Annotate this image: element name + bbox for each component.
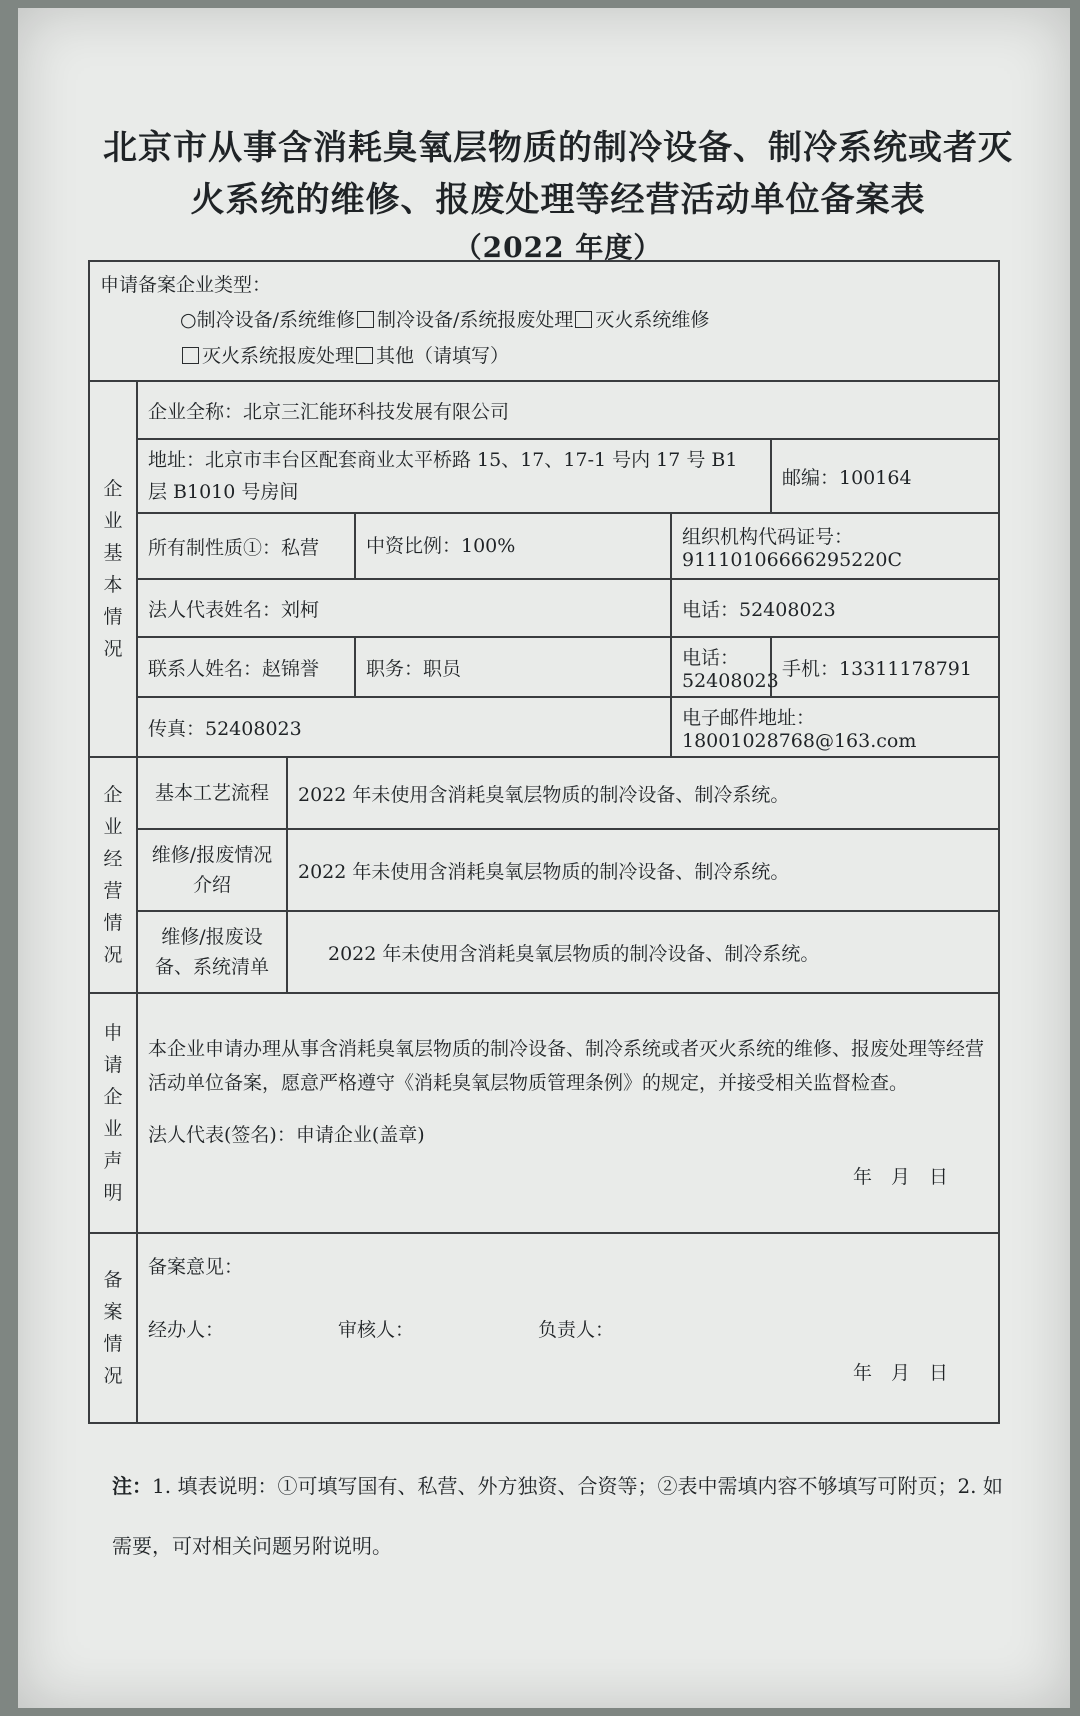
declaration-text: 本企业申请办理从事含消耗臭氧层物质的制冷设备、制冷系统或者灭火系统的维修、报废处理等经营活动单位备案，愿意严格遵守《消耗臭氧层物质管理条例》的规定，并接受相关监督检查。 bbox=[148, 1038, 985, 1094]
email: 电子邮件地址：18001028768@163.com bbox=[671, 697, 999, 757]
type-option-other: 其他（请填写） bbox=[376, 345, 510, 367]
operation-section-label: 企 业 经 营 情 况 bbox=[89, 757, 137, 993]
filing-date: 年 月 日 bbox=[852, 1362, 948, 1384]
filing-signers bbox=[148, 1315, 988, 1342]
filing-responsible: 负责人： bbox=[538, 1319, 615, 1341]
contact-position: 职务：职员 bbox=[355, 637, 671, 697]
equipment-list-value: 2022 年未使用含消耗臭氧层物质的制冷设备、制冷系统。 bbox=[287, 911, 999, 993]
org-code: 组织机构代码证号：91110106666295220C bbox=[671, 513, 999, 579]
contact-name: 联系人姓名：赵锦誉 bbox=[137, 637, 355, 697]
basic-info-section-label: 企 业 基 本 情 况 bbox=[89, 381, 137, 757]
checkbox-icon bbox=[357, 311, 374, 328]
repair-intro-label: 维修/报废情况介绍 bbox=[137, 829, 287, 911]
type-option-fire-repair: 灭火系统维修 bbox=[595, 309, 710, 331]
type-option-selected-mark: ○ bbox=[180, 309, 197, 331]
fax: 传真：52408023 bbox=[137, 697, 671, 757]
checkbox-icon bbox=[356, 347, 373, 364]
type-option-repair: 制冷设备/系统维修 bbox=[196, 309, 355, 331]
equipment-list-label: 维修/报废设备、系统清单 bbox=[137, 911, 287, 993]
title-year: （2022 年度） bbox=[453, 231, 663, 264]
address: 地址：北京市丰台区配套商业太平桥路 15、17、17-1 号内 17 号 B1 层 B1010 号房间 bbox=[137, 439, 771, 513]
process-value: 2022 年未使用含消耗臭氧层物质的制冷设备、制冷系统。 bbox=[287, 757, 999, 829]
contact-phone: 电话：52408023 bbox=[671, 637, 771, 697]
footnote-prefix: 注： bbox=[112, 1474, 152, 1498]
filing-reviewer: 审核人： bbox=[338, 1319, 415, 1341]
postcode: 邮编：100164 bbox=[771, 439, 999, 513]
title-line-2: 火系统的维修、报废处理等经营活动单位备案表 bbox=[190, 180, 926, 220]
type-options-line-2 bbox=[100, 338, 988, 374]
filing-handler: 经办人： bbox=[148, 1319, 225, 1341]
enterprise-type-label: 申请备案企业类型： bbox=[100, 274, 272, 296]
footnote bbox=[112, 1456, 1012, 1576]
declaration-cell bbox=[137, 993, 999, 1233]
filing-opinion: 备案意见： bbox=[148, 1256, 244, 1278]
type-option-fire-scrap: 灭火系统报废处理 bbox=[202, 345, 355, 367]
checkbox-icon bbox=[575, 311, 592, 328]
checkbox-icon bbox=[182, 347, 199, 364]
type-options-line-1 bbox=[100, 302, 988, 338]
declaration-date: 年 月 日 bbox=[852, 1166, 948, 1188]
type-option-scrap: 制冷设备/系统报废处理 bbox=[377, 309, 574, 331]
capital-ratio: 中资比例：100% bbox=[355, 513, 671, 579]
declaration-section-label: 申 请 企 业 声 明 bbox=[89, 993, 137, 1233]
ownership: 所有制性质①：私营 bbox=[137, 513, 355, 579]
legal-phone: 电话：52408023 bbox=[671, 579, 999, 637]
footnote-text: 1. 填表说明：①可填写国有、私营、外方独资、合资等；②表中需填内容不够填写可附页；2. 如需要，可对相关问题另附说明。 bbox=[112, 1474, 1003, 1558]
repair-intro-value: 2022 年未使用含消耗臭氧层物质的制冷设备、制冷系统。 bbox=[287, 829, 999, 911]
declaration-sign: 法人代表(签名)：申请企业(盖章) bbox=[148, 1124, 425, 1146]
title-line-1: 北京市从事含消耗臭氧层物质的制冷设备、制冷系统或者灭 bbox=[103, 128, 1013, 168]
enterprise-type-cell bbox=[89, 261, 999, 381]
filing-section-label: 备 案 情 况 bbox=[89, 1233, 137, 1423]
company-name: 企业全称：北京三汇能环科技发展有限公司 bbox=[137, 381, 999, 439]
filing-cell bbox=[137, 1233, 999, 1423]
filing-form-table bbox=[88, 260, 1000, 1424]
legal-rep: 法人代表姓名：刘柯 bbox=[137, 579, 671, 637]
process-label: 基本工艺流程 bbox=[137, 757, 287, 829]
mobile: 手机：13311178791 bbox=[771, 637, 999, 697]
